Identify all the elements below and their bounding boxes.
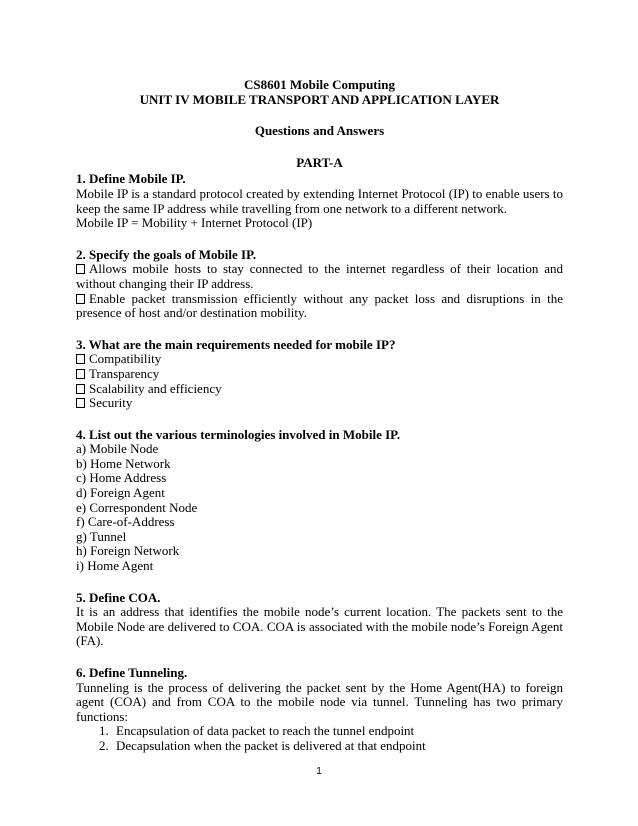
bullet-glyph [76,369,85,379]
unit-title: UNIT IV MOBILE TRANSPORT AND APPLICATION LAYER [139,91,500,107]
question-title: 1. Define Mobile IP. [76,171,186,187]
bullet-glyph [76,398,85,408]
list-item: f) Care-of-Address [76,514,175,530]
list-item: i) Home Agent [76,558,154,574]
question-6 [76,666,563,754]
bullet-glyph [76,384,85,394]
answer-text: Tunneling is the process of delivering the packet sent by the Home Agent(HA) to foreign agent (COA) and from COA to the mobile node via tunnel. Tunneling has two primary functions: [76,679,563,724]
question-2 [76,248,563,321]
list-item: b) Home Network [76,455,171,471]
answer-text: It is an address that identifies the mobile node’s current location. The packets sent to the Mobile Node are delivered to COA. COA is associated with the mobile node’s Foreign Agent (FA). [76,604,563,649]
answer-formula: Mobile IP = Mobility + Internet Protocol (IP) [76,215,313,231]
bullet-glyph [76,294,85,304]
list-item: a) Mobile Node [76,441,159,457]
question-1 [76,172,563,230]
course-title: CS8601 Mobile Computing [244,77,395,92]
section-subtitle: Questions and Answers [254,123,385,139]
page-number: 1 [316,766,322,777]
numbered-list [76,724,563,753]
bullet-glyph [76,354,85,364]
list-item: Compatibility [76,352,563,367]
list-item: Allows mobile hosts to stay connected to the internet regardless of their location and without changing their IP address. [76,261,563,291]
question-3 [76,338,563,411]
question-5 [76,591,563,649]
answer-text: Mobile IP is a standard protocol created by extending Internet Protocol (IP) to enable users to keep the same IP address while travelling from one network to a different network. [76,185,563,216]
question-title: 4. List out the various terminologies involved in Mobile IP. [76,426,401,442]
bullet-glyph [76,264,85,274]
list-item: d) Foreign Agent [76,485,165,501]
page-content [76,78,563,754]
list-item: Transparency [76,367,563,382]
question-title: 6. Define Tunneling. [76,665,188,680]
list-item: g) Tunnel [76,528,127,544]
list-item: c) Home Address [76,470,167,486]
list-item: Enable packet transmission efficiently without any packet loss and disruptions in the presence of host and/or destination mobility. [76,290,563,321]
question-title: 2. Specify the goals of Mobile IP. [76,246,257,262]
list-item: e) Correspondent Node [76,499,198,515]
question-title: 5. Define COA. [76,589,161,605]
list-item: Security [76,396,563,411]
part-heading: PART-A [296,154,343,170]
question-title: 3. What are the main requirements needed for mobile IP? [76,336,396,352]
list-item: Scalability and efficiency [76,382,563,397]
list-item: 2. Decapsulation when the packet is delivered at that endpoint [112,739,563,754]
list-item: h) Foreign Network [76,543,180,559]
question-4 [76,428,563,574]
list-item: 1. Encapsulation of data packet to reach the tunnel endpoint [112,724,563,739]
